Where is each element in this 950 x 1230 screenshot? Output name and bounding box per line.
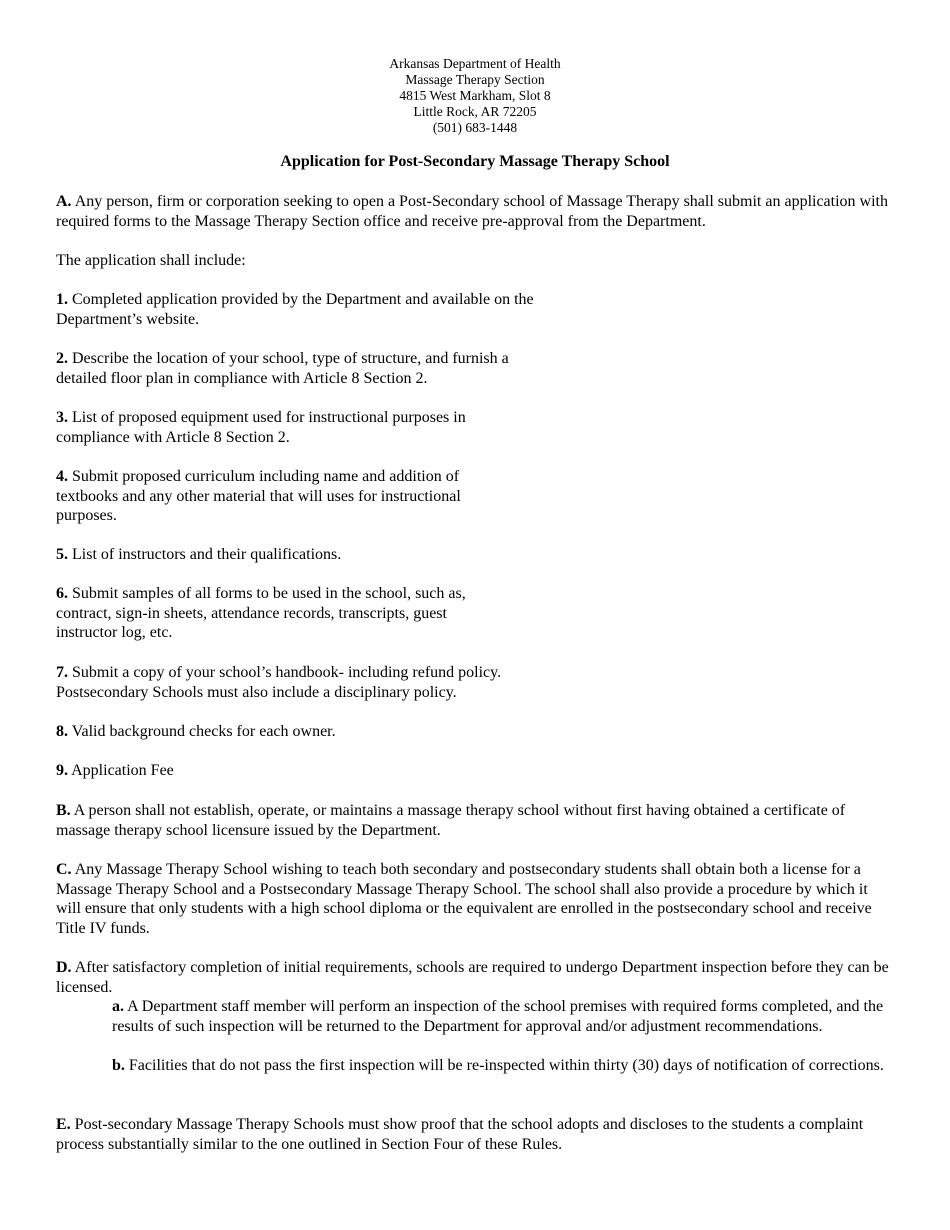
intro-text: The application shall include: bbox=[56, 252, 246, 269]
phone-number: (501) 683-1448 bbox=[432, 120, 518, 135]
section-name: Massage Therapy Section bbox=[405, 72, 545, 87]
item-number: 2. bbox=[56, 350, 68, 367]
sub-item-text: Facilities that do not pass the first inspection will be re-inspected within thirty (30) days of notification of corrections. bbox=[128, 1057, 884, 1074]
letterhead bbox=[0, 56, 950, 136]
sub-item-text: A Department staff member will perform an inspection of the school premises with required forms completed, and the results of such inspection will be returned to the Department for approval and/or adjustment recommendations. bbox=[112, 998, 884, 1035]
list-item bbox=[56, 761, 556, 781]
sub-item-b bbox=[112, 1056, 902, 1076]
item-number: 3. bbox=[56, 409, 68, 426]
paragraph-text: Post-secondary Massage Therapy Schools must show proof that the school adopts and discloses to the students a complaint process substantially similar to the one outlined in Section Four of these Rules. bbox=[56, 1116, 864, 1153]
paragraph-b bbox=[56, 801, 896, 840]
item-text: Describe the location of your school, type of structure, and furnish a detailed floor plan in compliance with Article 8 Section 2. bbox=[56, 350, 509, 387]
item-number: 8. bbox=[56, 723, 68, 740]
item-number: 5. bbox=[56, 546, 68, 563]
item-text: List of instructors and their qualifications. bbox=[72, 546, 342, 563]
sub-item-label: b. bbox=[112, 1057, 125, 1074]
item-number: 9. bbox=[56, 762, 68, 779]
page-title: Application for Post-Secondary Massage Therapy School bbox=[280, 153, 670, 170]
sub-item-a bbox=[112, 997, 902, 1036]
list-item bbox=[56, 349, 556, 388]
paragraph-text: After satisfactory completion of initial requirements, schools are required to undergo Department inspection before they can be licensed. bbox=[56, 959, 889, 996]
item-number: 1. bbox=[56, 291, 68, 308]
city-state-zip: Little Rock, AR 72205 bbox=[413, 104, 537, 119]
list-item bbox=[56, 722, 556, 742]
paragraph-text: Any person, firm or corporation seeking to open a Post-Secondary school of Massage Therapy shall submit an application with required forms to the Massage Therapy Section office and receive pre-approval from the Department. bbox=[56, 193, 888, 230]
list-item bbox=[56, 467, 506, 526]
item-text: Submit samples of all forms to be used in the school, such as, contract, sign-in sheets, attendance records, transcripts, guest instructor log, etc. bbox=[56, 585, 466, 642]
sub-item-label: a. bbox=[112, 998, 124, 1015]
list-item bbox=[56, 584, 506, 643]
list-item bbox=[56, 408, 506, 447]
paragraph-label: A. bbox=[56, 193, 72, 210]
item-number: 6. bbox=[56, 585, 68, 602]
item-text: Submit proposed curriculum including name and addition of textbooks and any other material that will uses for instructional purposes. bbox=[56, 468, 461, 525]
paragraph-e bbox=[56, 1115, 896, 1154]
paragraph-d bbox=[56, 958, 896, 997]
paragraph-a bbox=[56, 192, 896, 231]
paragraph-label: B. bbox=[56, 802, 71, 819]
item-text: Valid background checks for each owner. bbox=[71, 723, 336, 740]
item-number: 7. bbox=[56, 664, 68, 681]
street-address: 4815 West Markham, Slot 8 bbox=[399, 88, 551, 103]
item-text: Application Fee bbox=[71, 762, 174, 779]
org-name: Arkansas Department of Health bbox=[389, 56, 561, 71]
paragraph-c bbox=[56, 860, 896, 939]
list-item bbox=[56, 290, 556, 329]
paragraph-label: D. bbox=[56, 959, 72, 976]
paragraph-text: Any Massage Therapy School wishing to teach both secondary and postsecondary students shall obtain both a license for a Massage Therapy School and a Postsecondary Massage Therapy School. The school shall also provide a procedure by which it will ensure that only students with a high school diploma or the equivalent are enrolled in the postsecondary school and receive Title IV funds. bbox=[56, 861, 872, 938]
item-number: 4. bbox=[56, 468, 68, 485]
paragraph-label: E. bbox=[56, 1116, 71, 1133]
item-text: Completed application provided by the Department and available on the Department’s website. bbox=[56, 291, 534, 328]
item-text: Submit a copy of your school’s handbook- including refund policy. Postsecondary Schools must also include a disciplinary policy. bbox=[56, 664, 502, 701]
item-text: List of proposed equipment used for instructional purposes in compliance with Article 8 Section 2. bbox=[56, 409, 466, 446]
list-item bbox=[56, 663, 551, 702]
paragraph-text: A person shall not establish, operate, or maintains a massage therapy school without first having obtained a certificate of massage therapy school licensure issued by the Department. bbox=[56, 802, 846, 839]
list-item bbox=[56, 545, 556, 565]
paragraph-label: C. bbox=[56, 861, 72, 878]
